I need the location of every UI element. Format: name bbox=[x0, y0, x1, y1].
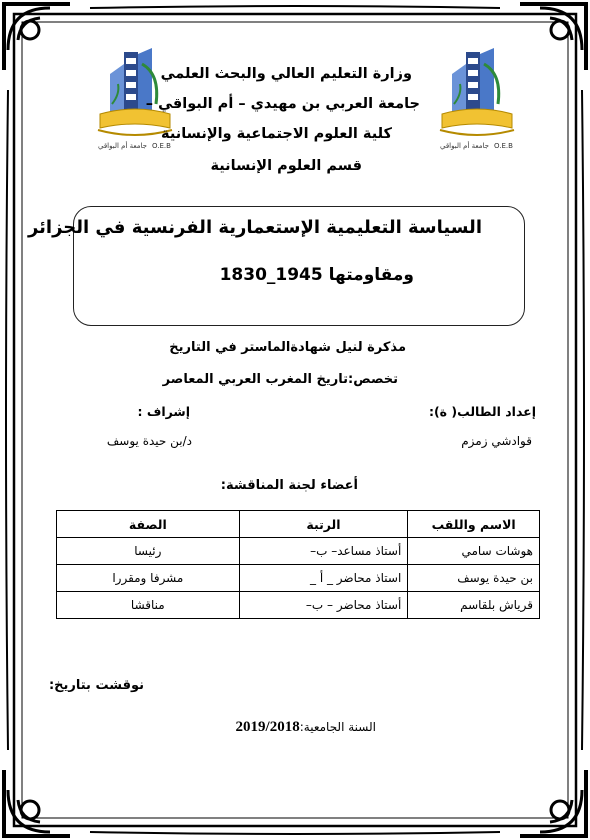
svg-text:O.E.B: O.E.B bbox=[494, 142, 513, 150]
title-years: 1830_1945 bbox=[219, 265, 323, 285]
jury-rank: أستاذ مساعد– ب– bbox=[239, 538, 408, 565]
ministry-name: وزارة التعليم العالي والبحث العلمي bbox=[160, 66, 412, 82]
jury-role: مشرفا ومقررا bbox=[57, 565, 240, 592]
jury-title: أعضاء لجنة المناقشة: bbox=[220, 478, 358, 493]
faculty-name: كلية العلوم الاجتماعية والإنسانية bbox=[161, 126, 392, 142]
svg-text:جامعة أم البواقي: جامعة أم البواقي bbox=[440, 142, 489, 150]
svg-text:O.E.B: O.E.B bbox=[152, 142, 171, 150]
table-row bbox=[57, 592, 540, 619]
university-logo-right bbox=[432, 44, 522, 156]
jury-role: رئيسا bbox=[57, 538, 240, 565]
jury-table bbox=[56, 510, 540, 619]
jury-role: مناقشا bbox=[57, 592, 240, 619]
jury-rank: أستاذ محاضر – ب– bbox=[239, 592, 408, 619]
jury-rank: استاذ محاضر _ أ _ bbox=[239, 565, 408, 592]
header-name: الاسم واللقب bbox=[408, 511, 540, 538]
jury-name: هوشات سامي bbox=[408, 538, 540, 565]
university-name: جامعة العربي بن مهيدي – أم البواقي – bbox=[145, 96, 420, 112]
jury-name: بن حيدة يوسف bbox=[408, 565, 540, 592]
discussion-date-label: نوقشت بتاريخ: bbox=[48, 678, 144, 693]
specialty-text: تخصص:تاريخ المغرب العربي المعاصر bbox=[162, 372, 398, 387]
header-role: الصفة bbox=[57, 511, 240, 538]
academic-year-label: السنة الجامعية: bbox=[299, 720, 376, 734]
supervisor-name: د/بن حيدة يوسف bbox=[106, 434, 192, 448]
supervision-label: إشراف : bbox=[137, 404, 190, 419]
thesis-title-line1: السياسة التعليمية الإستعمارية الفرنسية في الجزائر bbox=[27, 217, 482, 238]
jury-table-header bbox=[57, 511, 540, 538]
table-row bbox=[57, 538, 540, 565]
title-prefix: ومقاومتها bbox=[328, 265, 414, 285]
thesis-title-box bbox=[27, 206, 525, 326]
svg-text:جامعة أم البواقي: جامعة أم البواقي bbox=[98, 142, 147, 150]
department-name: قسم العلوم الإنسانية bbox=[210, 158, 362, 174]
thesis-title-line2 bbox=[220, 265, 414, 285]
academic-year bbox=[236, 716, 376, 736]
student-name: قوادشي زمزم bbox=[461, 434, 532, 448]
memo-text: مذكرة لنيل شهادةالماستر في التاريخ bbox=[169, 340, 406, 355]
jury-name: قرياش بلقاسم bbox=[408, 592, 540, 619]
header-rank: الرتبة bbox=[239, 511, 408, 538]
academic-year-value: 2019/2018 bbox=[235, 719, 300, 735]
table-row bbox=[57, 565, 540, 592]
prepared-by-label: إعداد الطالب( ة): bbox=[428, 404, 536, 419]
